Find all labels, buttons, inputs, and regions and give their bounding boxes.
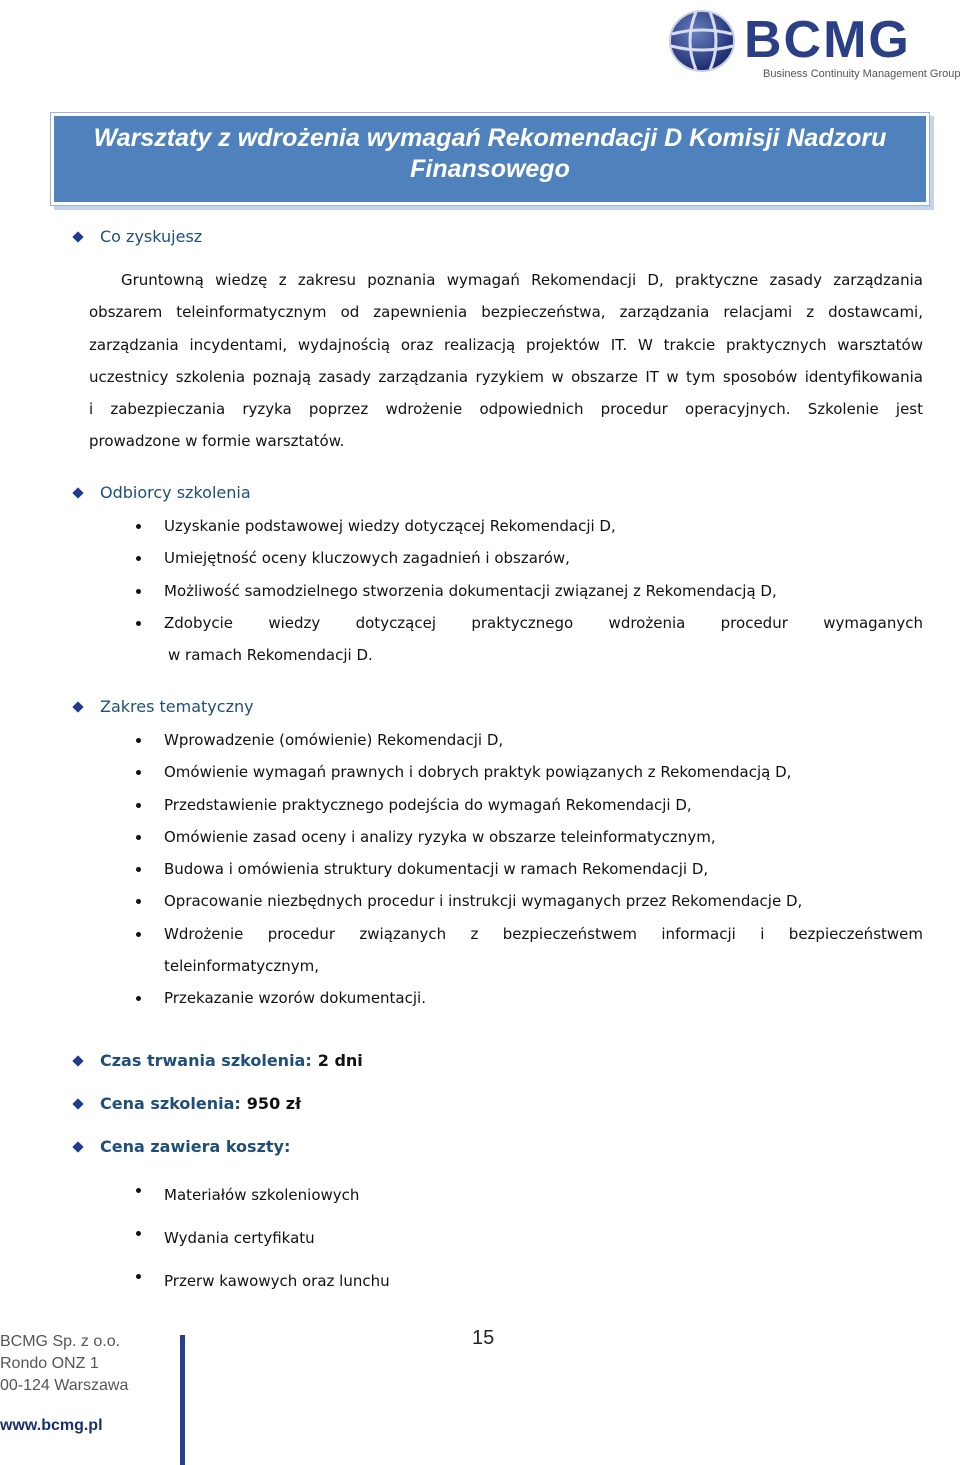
footer-website-link[interactable]: www.bcmg.pl [0, 1417, 103, 1434]
section-heading-gain [72, 227, 202, 246]
gain-paragraph [89, 264, 923, 458]
list-item: Omówienie zasad oceny i analizy ryzyka w obszarze teleinformatycznym, [136, 821, 923, 853]
paragraph-line: zarządzania incydentami, wydajnością oraz realizacją projektów IT. W trakcie praktycznych warsztatów [89, 335, 923, 354]
list-item: Materiałów szkoleniowych [136, 1174, 923, 1217]
diamond-bullet-icon [72, 1098, 83, 1109]
heading-label: Odbiorcy szkolenia [100, 483, 251, 502]
heading-label: Co zyskujesz [100, 227, 203, 246]
paragraph-line: obszarem teleinformatycznym od zapewnienia bezpieczeństwa, zarządzania relacjami z dostawcami, [89, 303, 923, 322]
list-item: Uzyskanie podstawowej wiedzy dotyczącej Rekomendacji D, [136, 510, 923, 542]
list-item: Przerw kawowych oraz lunchu [136, 1260, 923, 1303]
footer-city: 00-124 Warszawa [0, 1377, 129, 1394]
paragraph-line: prowadzone w formie warsztatów. [89, 432, 345, 451]
section-heading-includes [72, 1137, 290, 1156]
section-heading-audience [72, 483, 251, 502]
list-item: Wprowadzenie (omówienie) Rekomendacji D, [136, 724, 923, 756]
footer-company: BCMG Sp. z o.o. [0, 1333, 121, 1350]
list-item: Przedstawienie praktycznego podejścia do wymagań Rekomendacji D, [136, 789, 923, 821]
diamond-bullet-icon [72, 487, 83, 498]
list-item: Wydania certyfikatu [136, 1217, 923, 1260]
footer-street: Rondo ONZ 1 [0, 1355, 99, 1372]
footer-divider [180, 1335, 185, 1465]
list-item [136, 918, 923, 983]
diamond-bullet-icon [72, 701, 83, 712]
price-value: 950 zł [246, 1094, 302, 1113]
page-number: 15 [472, 1327, 495, 1349]
scope-list [136, 724, 923, 1015]
company-logo [664, 4, 960, 82]
list-item [136, 607, 923, 672]
list-item: Możliwość samodzielnego stworzenia dokumentacji związanej z Rekomendacją D, [136, 575, 923, 607]
list-item: Budowa i omówienia struktury dokumentacji w ramach Rekomendacji D, [136, 853, 923, 885]
list-item: Opracowanie niezbędnych procedur i instrukcji wymaganych przez Rekomendacje D, [136, 885, 923, 917]
globe-icon [666, 8, 738, 74]
diamond-bullet-icon [72, 1141, 83, 1152]
section-heading-scope [72, 697, 254, 716]
price-line [72, 1094, 301, 1113]
paragraph-line: Gruntowną wiedzę z zakresu poznania wymagań Rekomendacji D, praktyczne zasady zarządzania [121, 271, 923, 289]
list-item: Przekazanie wzorów dokumentacji. [136, 982, 923, 1014]
paragraph-line: uczestnicy szkolenia poznają zasady zarządzania ryzykiem w obszarze IT w tym sposobów identyfikowania [89, 367, 923, 386]
duration-value: 2 dni [317, 1051, 363, 1070]
list-item-line: w ramach Rekomendacji D. [168, 646, 373, 665]
includes-list [136, 1174, 923, 1303]
duration-line [72, 1051, 363, 1070]
diamond-bullet-icon [72, 1055, 83, 1066]
duration-label: Czas trwania szkolenia: [100, 1051, 312, 1070]
list-item: Omówienie wymagań prawnych i dobrych praktyk powiązanych z Rekomendacją D, [136, 756, 923, 788]
logo-wordmark: BCMG [744, 11, 911, 69]
audience-list [136, 510, 923, 671]
list-item-line: teleinformatycznym, [164, 957, 319, 976]
logo-subtitle: Business Continuity Management Group [763, 68, 960, 80]
paragraph-line: i zabezpieczania ryzyka poprzez wdrożenie odpowiednich procedur operacyjnych. Szkolenie jest [89, 400, 923, 419]
page-title [51, 123, 929, 185]
heading-label: Zakres tematyczny [100, 697, 254, 716]
title-banner [50, 112, 930, 206]
title-line-1: Warsztaty z wdrożenia wymagań Rekomendacji D Komisji Nadzoru [93, 124, 887, 152]
footer-address [0, 1331, 128, 1397]
list-item: Umiejętność oceny kluczowych zagadnień i obszarów, [136, 542, 923, 574]
price-label: Cena szkolenia: [100, 1094, 241, 1113]
diamond-bullet-icon [72, 231, 83, 242]
list-item-line: Zdobycie wiedzy dotyczącej praktycznego wdrożenia procedur wymaganych [164, 613, 923, 632]
heading-label: Cena zawiera koszty: [100, 1137, 291, 1156]
list-item-line: Wdrożenie procedur związanych z bezpieczeństwem informacji i bezpieczeństwem [164, 924, 923, 943]
title-line-2: Finansowego [410, 155, 570, 183]
